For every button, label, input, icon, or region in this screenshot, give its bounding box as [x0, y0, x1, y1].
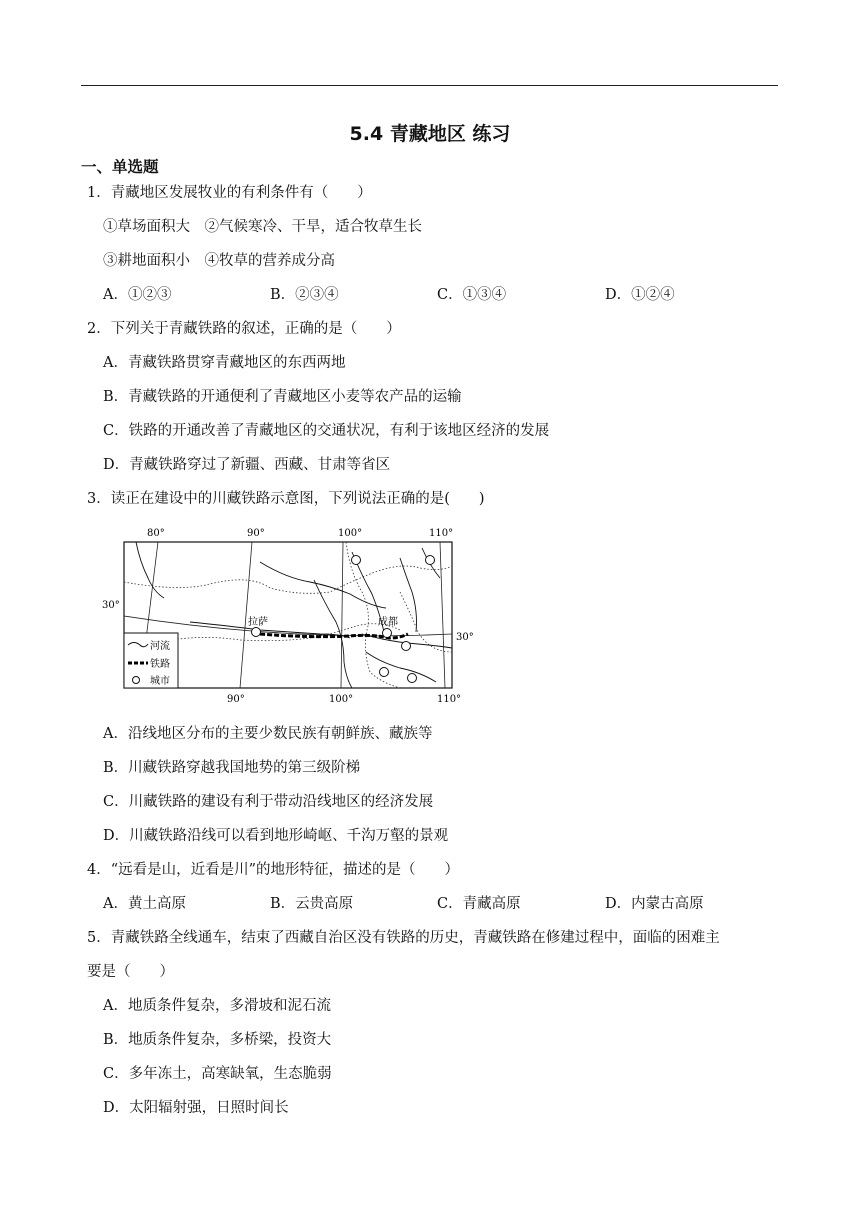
page-title: 5.4 青藏地区 练习 [349, 123, 511, 145]
question-4-option-d[interactable]: D．内蒙古高原 [605, 896, 704, 912]
map-top-lon-label: 80° [147, 528, 165, 539]
city-lhasa-marker [252, 628, 261, 637]
question-2-stem: 2．下列关于青藏铁路的叙述，正确的是（ ） [87, 321, 401, 337]
question-1-stem: 1．青藏地区发展牧业的有利条件有（ ） [87, 185, 372, 201]
question-1-statement-2: ③耕地面积小 ④牧草的营养成分高 [103, 253, 335, 269]
city-marker [402, 642, 411, 651]
question-3-stem: 3．读正在建设中的川藏铁路示意图，下列说法正确的是( ) [87, 491, 485, 507]
question-5-stem-line-2: 要是（ ） [87, 964, 174, 980]
question-4-option-a[interactable]: A．黄土高原 [103, 896, 186, 912]
question-3-option-b[interactable]: B．川藏铁路穿越我国地势的第三级阶梯 [103, 760, 361, 776]
legend-city-label: 城市 [150, 676, 170, 687]
city-chengdu-label: 成都 [378, 617, 398, 628]
section-heading: 一、单选题 [81, 158, 159, 176]
city-chengdu-marker [383, 629, 392, 638]
question-2-option-b[interactable]: B．青藏铁路的开通便利了青藏地区小麦等农产品的运输 [103, 389, 462, 405]
question-2-option-d[interactable]: D．青藏铁路穿过了新疆、西藏、甘肃等省区 [103, 457, 391, 473]
city-marker [352, 556, 361, 565]
question-5-option-d[interactable]: D．太阳辐射强，日照时间长 [103, 1100, 289, 1116]
map-left-lat-label: 30° [102, 600, 120, 611]
question-1-option-b[interactable]: B．②③④ [270, 287, 339, 303]
question-1-option-c[interactable]: C．①③④ [437, 287, 507, 303]
map-top-lon-label: 90° [247, 528, 265, 539]
city-lhasa-label: 拉萨 [248, 617, 268, 628]
question-1-option-d[interactable]: D．①②④ [605, 287, 675, 303]
question-2-option-a[interactable]: A．青藏铁路贯穿青藏地区的东西两地 [103, 355, 346, 371]
question-3-option-c[interactable]: C．川藏铁路的建设有利于带动沿线地区的经济发展 [103, 794, 434, 810]
map-bottom-lon-label: 90° [227, 694, 245, 705]
question-1-statement-1: ①草场面积大 ②气候寒冷、干旱，适合牧草生长 [103, 219, 422, 235]
city-marker [426, 556, 435, 565]
map-cities [252, 556, 435, 683]
question-3-option-a[interactable]: A．沿线地区分布的主要少数民族有朝鲜族、藏族等 [103, 726, 433, 742]
city-marker [408, 674, 417, 683]
header-rule [81, 85, 778, 86]
map-top-lon-label: 100° [338, 528, 363, 539]
question-5-option-a[interactable]: A．地质条件复杂，多滑坡和泥石流 [103, 998, 331, 1014]
map-bottom-lon-label: 110° [437, 694, 462, 705]
question-4-option-c[interactable]: C．青藏高原 [437, 896, 521, 912]
legend-railway-label: 铁路 [150, 659, 170, 670]
legend-river-label: 河流 [150, 641, 170, 652]
city-marker [380, 668, 389, 677]
question-3-option-d[interactable]: D．川藏铁路沿线可以看到地形崎岖、千沟万壑的景观 [103, 828, 449, 844]
question-4-stem: 4．“远看是山，近看是川”的地形特征，描述的是（ ） [87, 862, 460, 878]
map-legend [124, 633, 178, 688]
question-1-option-a[interactable]: A．①②③ [103, 287, 172, 303]
map-right-lat-label: 30° [456, 632, 474, 643]
map-rivers [136, 542, 452, 688]
question-5-stem-line-1: 5．青藏铁路全线通车，结束了西藏自治区没有铁路的历史，青藏铁路在修建过程中，面临的困难主 [87, 930, 720, 946]
question-5-option-c[interactable]: C．多年冻土，高寒缺氧，生态脆弱 [103, 1066, 332, 1082]
question-5-option-b[interactable]: B．地质条件复杂，多桥梁，投资大 [103, 1032, 332, 1048]
map-bottom-lon-label: 100° [329, 694, 354, 705]
question-2-option-c[interactable]: C．铁路的开通改善了青藏地区的交通状况，有利于该地区经济的发展 [103, 423, 550, 439]
question-4-option-b[interactable]: B．云贵高原 [270, 896, 354, 912]
sichuan-tibet-railway-map [100, 522, 480, 708]
map-top-lon-label: 110° [429, 528, 454, 539]
